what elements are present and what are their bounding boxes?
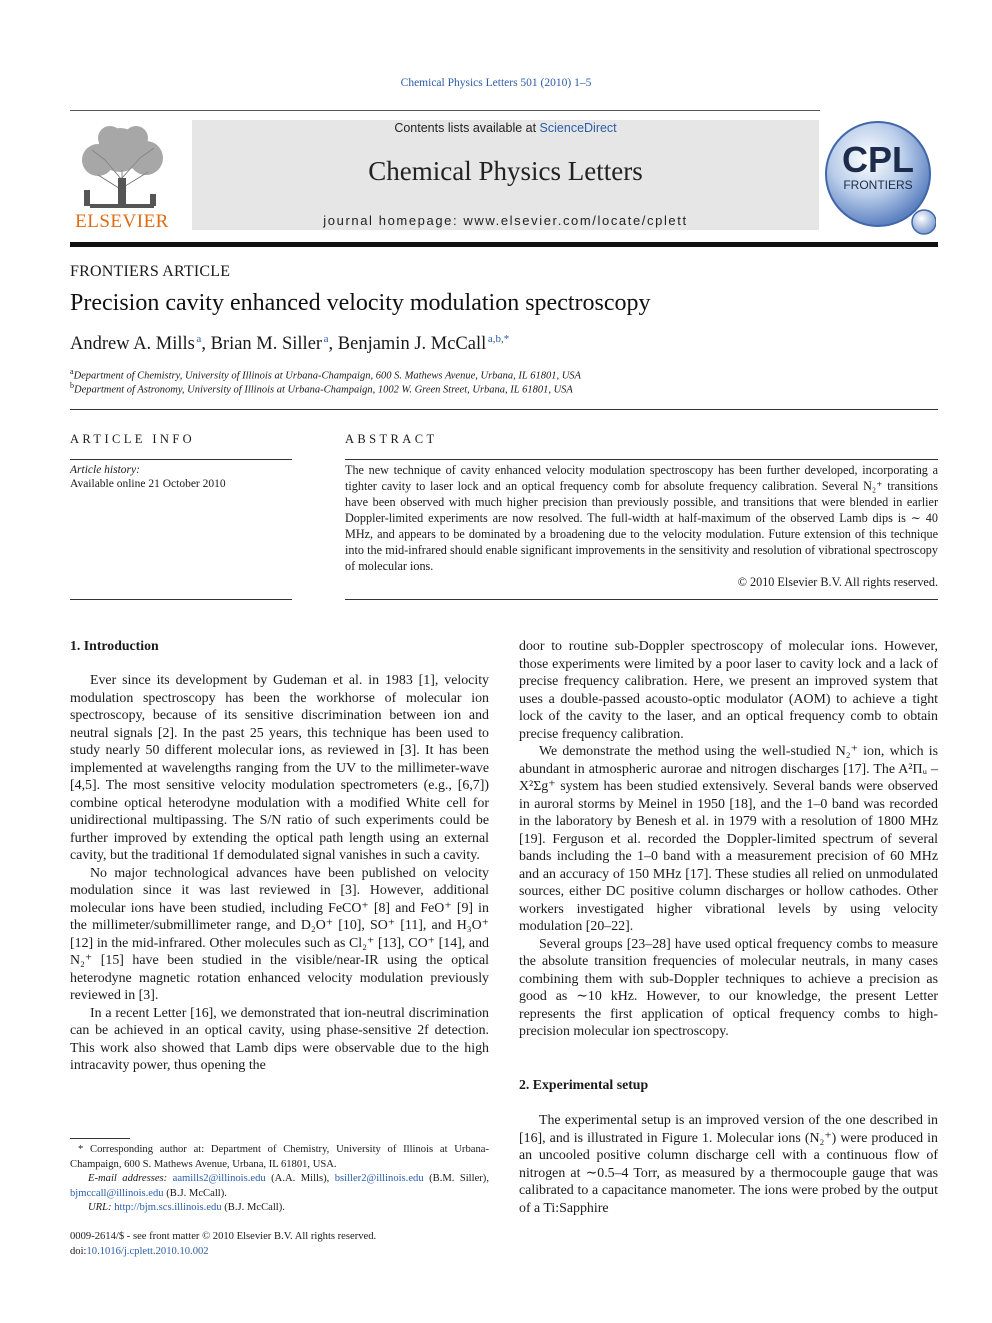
- affiliation-text: Department of Chemistry, University of Illinois at Urbana-Champaign, 600 S. Mathews Avenue, Urbana, IL 61801, USA: [73, 370, 581, 382]
- article-type: FRONTIERS ARTICLE: [70, 263, 231, 280]
- paragraph: Several groups [23–28] have used optical frequency combs to measure the absolute transition frequencies of molecular neutrals, in many cases combining them with sub-Doppler techniques to achieve a precision as good as ∼10 kHz. However, to our knowledge, the present Letter represents the first application of optical frequency combs to high-precision molecular ion spectroscopy.: [519, 936, 938, 1039]
- email-label: E-mail addresses:: [88, 1173, 168, 1184]
- author-name: Benjamin J. McCall: [337, 334, 487, 355]
- front-matter-info: [70, 1230, 489, 1259]
- paragraph: Ever since its development by Gudeman et al. in 1983 [1], velocity modulation spectroscopy has been the workhorse of molecular ion spectroscopy, because of its sensitive discrimination between ion and neutral signals [2]. In the past 25 years, this technique has been used to study nearly 50 different molecular ions, as reviewed in [3]. It has been implemented at wavelengths ranging from the UV to the millimeter-wave [4,5]. The most sensitive velocity modulation spectrometers (e.g., [6,7]) combine optical heterodyne modulation with a modified White cell for unidirectional multipassing. The S/N ratio of such experiments could be further improved by extending the optical path length using an external cavity, but the traditional 1f demodulated signal vanishes in such a cavity.: [70, 673, 489, 863]
- affiliation-a: [70, 367, 581, 382]
- journal-homepage[interactable]: journal homepage: www.elsevier.com/locate/cplett: [323, 213, 688, 228]
- header-thick-bar: [70, 242, 938, 247]
- abstract-copyright: © 2010 Elsevier B.V. All rights reserved.: [737, 575, 938, 589]
- article-title: Precision cavity enhanced velocity modulation spectroscopy: [70, 290, 651, 316]
- journal-citation[interactable]: Chemical Physics Letters 501 (2010) 1–5: [400, 77, 592, 89]
- url-link[interactable]: http://bjm.scs.illinois.edu: [114, 1202, 222, 1213]
- issn-line: 0009-2614/$ - see front matter © 2010 Elsevier B.V. All rights reserved.: [70, 1231, 377, 1242]
- author-list: Andrew A. Mills $^a$, Brian M. Siller $^a$, Benjamin J. McCall $^{a,b,*}$: [70, 333, 510, 355]
- header-rule: [70, 110, 820, 111]
- cpl-frontiers-logo: [824, 118, 936, 238]
- author-name: Andrew A. Mills: [70, 334, 195, 355]
- affiliation-mark: b: [70, 381, 74, 390]
- footnote-rule: [70, 1138, 130, 1139]
- paragraph: door to routine sub-Doppler spectroscopy of molecular ions. However, those experiments were limited by a poor laser to cavity lock and a lack of precise frequency calibration. Here, we present an improved system that uses a double-passed acousto-optic modulator (AOM) to achieve a tight lock of the cavity to the laser, and an optical frequency comb to obtain precise frequency calibration.: [519, 639, 938, 742]
- email-note: [70, 1172, 489, 1201]
- corresponding-author-note: * Corresponding author at: Department of Chemistry, University of Illinois at Urbana-Champaign, 600 S. Mathews Avenue, Urbana, IL 61801, USA.: [70, 1144, 489, 1170]
- affiliation-mark: a: [70, 367, 74, 376]
- right-column: [519, 638, 938, 1041]
- article-info-heading: ARTICLE INFO: [70, 432, 196, 446]
- paragraph: No major technological advances have been published on velocity modulation since it was last reviewed in [3]. However, additional molecular ions have been studied, including FeCO⁺ [8] and FeO⁺ [9] in the millimeter/submillimeter range, and D₂O⁺ [10], SO⁺ [11], and H₃O⁺ [12] in the mid-infrared. Other molecules such as Cl₂⁺ [13], CO⁺ [14], and N₂⁺ [15] have been studied in the visible/near-IR using the optical heterodyne magnetic rotation enhanced velocity modulation previously reviewed in [3].: [70, 865, 489, 1003]
- sciencedirect-link[interactable]: ScienceDirect: [539, 121, 617, 135]
- paragraph: We demonstrate the method using the well-studied N₂⁺ ion, which is abundant in atmospheric aurorae and nitrogen discharges [17]. The A²Πᵤ – X²Σg⁺ system has been studied extensively. Several bands were observed in auroral storms by Meinel in 1950 [18], and the 1–0 band was recorded in the laboratory by Benesh et al. in 1979 with a resolution of 1800 MHz [19]. Ferguson et al. recorded the Doppler-limited spectrum of several bands including the 1–0 band with a measurement precision of 60 MHz and an accuracy of 150 MHz [17]. These studies all relied on unmodulated sources, either DC positive column discharges or hollow cathodes. Other workers investigated higher vibrational levels by using velocity modulation [20–22].: [519, 744, 938, 934]
- abstract-rule: [345, 459, 938, 460]
- email-link[interactable]: bsiller2@illinois.edu: [334, 1173, 424, 1184]
- email-owner: (B.J. McCall).: [166, 1187, 227, 1199]
- paragraph: In a recent Letter [16], we demonstrated that ion-neutral discrimination can be achieved in an optical cavity, using phase-sensitive 2f detection. This work also showed that Lamb dips were observable due to the high intracavity power, thus opening the: [70, 1005, 489, 1073]
- abstract-bottom-rule: [345, 599, 938, 600]
- contents-prefix: Contents lists available at: [394, 121, 540, 135]
- url-note: [70, 1201, 489, 1216]
- abstract-heading: ABSTRACT: [345, 432, 438, 446]
- left-column: [70, 672, 489, 1075]
- journal-title: Chemical Physics Letters: [368, 156, 643, 186]
- email-link[interactable]: bjmccall@illinois.edu: [70, 1187, 164, 1199]
- section-2-title: 2. Experimental setup: [519, 1077, 649, 1092]
- author-affil-mark[interactable]: a: [323, 333, 329, 345]
- title-divider: [70, 409, 938, 410]
- article-info-bottom-rule: [70, 599, 292, 600]
- url-owner: (B.J. McCall).: [224, 1202, 285, 1213]
- paragraph: The experimental setup is an improved version of the one described in [16], and is illustrated in Figure 1. Molecular ions (N₂⁺) were produced in an uncooled positive column discharge cell with a continuous flow of nitrogen at ∼0.5–4 Torr, as measured by a thermocouple gauge that was calibrated to a capacitance manometer. The ions were probed by the output of a Ti:Sapphire: [519, 1113, 938, 1216]
- doi-line: [70, 1245, 489, 1260]
- affiliation-b: [70, 381, 573, 396]
- article-history-label: Article history:: [70, 464, 140, 476]
- available-online: Available online 21 October 2010: [70, 478, 226, 490]
- doi-label: doi:: [70, 1245, 87, 1257]
- url-label: URL:: [88, 1202, 112, 1213]
- article-info-rule: [70, 459, 292, 460]
- email-owner: (B.M. Siller),: [429, 1173, 489, 1184]
- elsevier-wordmark: ELSEVIER: [75, 211, 169, 232]
- contents-line: [192, 121, 819, 135]
- doi-link[interactable]: 10.1016/j.cplett.2010.10.002: [86, 1245, 209, 1257]
- cpl-logo-sub: FRONTIERS: [843, 178, 913, 192]
- abstract-text: The new technique of cavity enhanced velocity modulation spectroscopy has been further developed, incorporating a tighter cavity to laser lock and an optical frequency comb for absolute frequency calibration. Several N₂⁺ transitions have been observed with much higher precision than previously possible, and transitions that were blended in earlier Doppler-limited experiments are now resolved. The full-width at half-maximum of the observed Lamb dips is ∼ 40 MHz, and appears to be dominated by a broadening due to the velocity modulation. Future extension of this technique into the mid-infrared should enable significant improvements in the sensitivity and resolution of vibrational spectroscopy of molecular ions.: [345, 463, 938, 573]
- email-owner: (A.A. Mills),: [271, 1173, 330, 1184]
- email-link[interactable]: aamills2@illinois.edu: [172, 1173, 266, 1184]
- cpl-logo-main: CPL: [842, 139, 914, 180]
- section-2-text: [519, 1112, 938, 1217]
- author-affil-mark[interactable]: a: [196, 333, 202, 345]
- section-1-title: 1. Introduction: [70, 638, 159, 653]
- author-name: Brian M. Siller: [210, 334, 323, 355]
- author-affil-mark[interactable]: a,b,*: [487, 333, 510, 345]
- affiliation-text: Department of Astronomy, University of Illinois at Urbana-Champaign, 1002 W. Green Street, Urbana, IL 61801, USA: [74, 384, 573, 396]
- footnotes: [70, 1143, 489, 1216]
